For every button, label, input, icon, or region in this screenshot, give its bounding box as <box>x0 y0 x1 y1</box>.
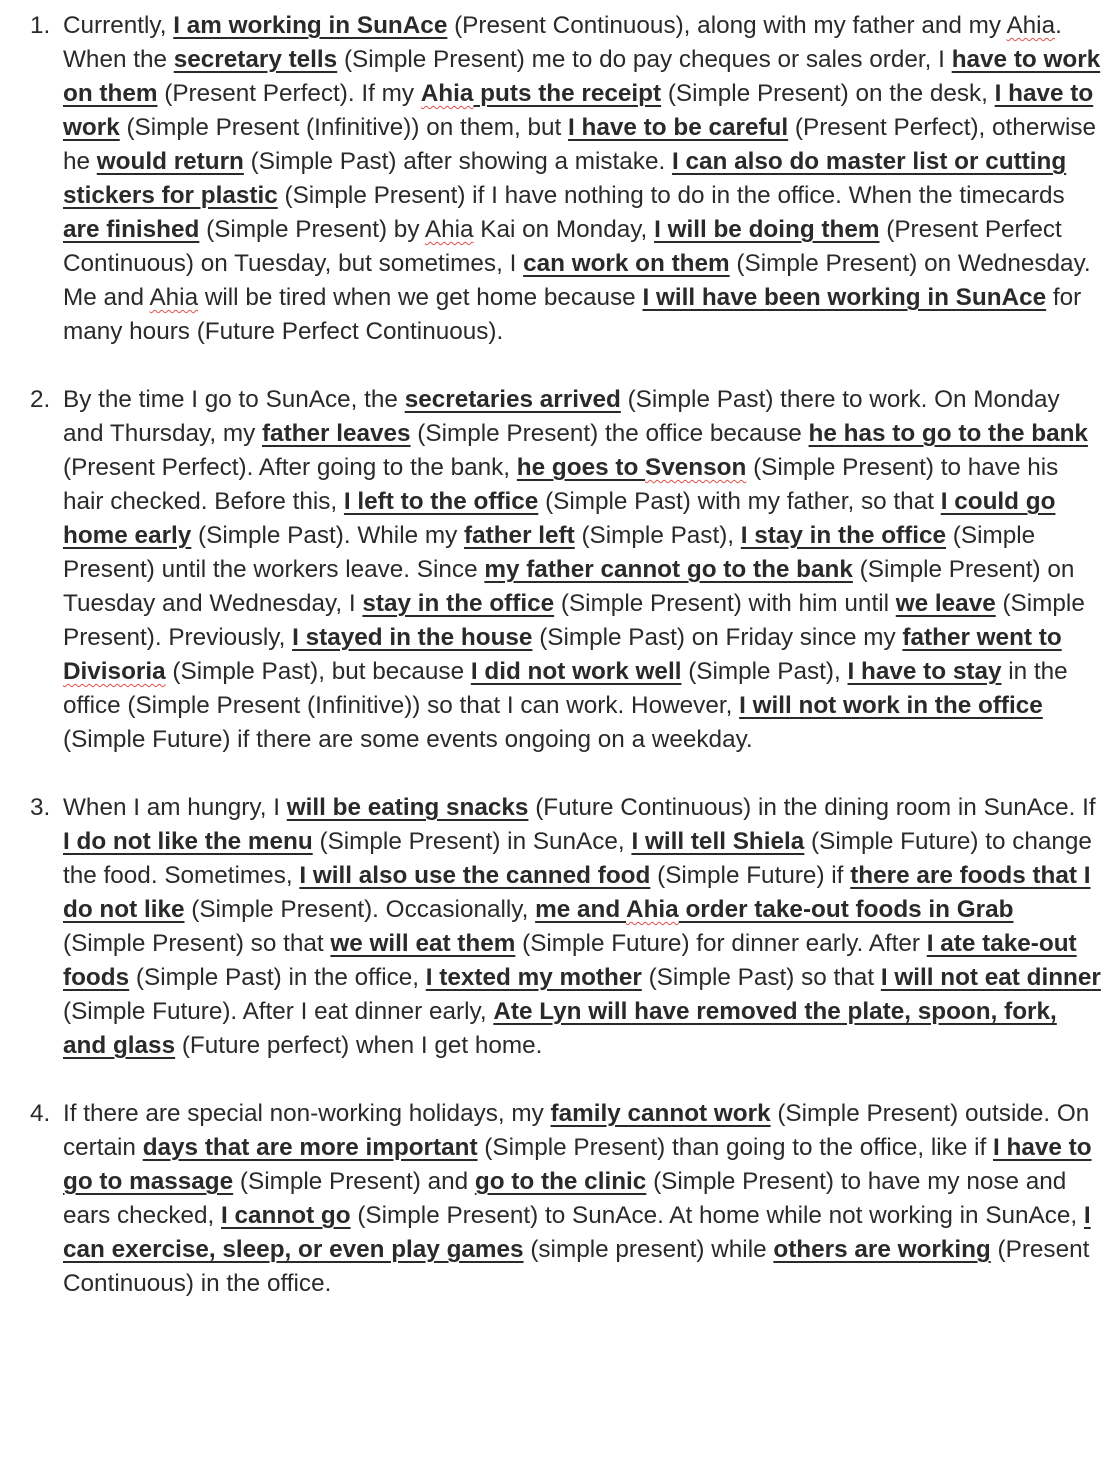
text-run: When I am hungry, I <box>63 794 287 821</box>
underlined-phrase: father went to <box>902 624 1062 651</box>
text-run: (Simple Present) by <box>199 216 425 243</box>
misspelled-word: Ahia <box>149 284 199 311</box>
underlined-phrase: stay in the office <box>362 590 555 617</box>
text-run: (Simple Present) with him until <box>554 590 896 617</box>
text-run: (Simple Present) to SunAce. At home while not working in SunAce, <box>350 1202 1084 1229</box>
text-run: (Simple Present) on the desk, <box>661 80 995 107</box>
text-run: (Simple Present) if I have nothing to do in the office. When the timecards <box>277 182 1065 209</box>
text-run: (Simple Future) to change the food. Sometimes, <box>63 828 1092 889</box>
text-run: (Simple Past). While my <box>191 522 465 549</box>
text-run: (Present Perfect), otherwise he <box>63 114 1097 175</box>
text-run: (Simple Present) to have his hair checked. Before this, <box>63 454 1059 515</box>
underlined-phrase: I stayed in the house <box>292 624 533 651</box>
underlined-phrase: I have to stay <box>847 658 1002 685</box>
underlined-phrase: we leave <box>895 590 996 617</box>
underlined-phrase: I can also do master list or cutting stickers for plastic <box>63 148 1067 209</box>
text-run: (Future perfect) when I get home. <box>175 1032 543 1059</box>
underlined-phrase: will be eating snacks <box>286 794 529 821</box>
text-run: (Simple Present) the office because <box>410 420 809 447</box>
underlined-phrase: are finished <box>63 216 200 243</box>
underlined-phrase: I cannot go <box>221 1202 351 1229</box>
underlined-phrase: my father cannot go to the bank <box>484 556 853 583</box>
paragraph-text <box>63 1100 1092 1297</box>
list-item <box>0 791 1102 1063</box>
list-number: 3. <box>30 794 51 821</box>
paragraph-text <box>63 12 1100 345</box>
underlined-phrase: family cannot work <box>550 1100 771 1127</box>
underlined-misspelled-word: Svenson <box>645 454 747 481</box>
underlined-phrase: father left <box>464 522 575 549</box>
text-run: (Simple Past), <box>681 658 848 685</box>
text-run: (Simple Past) after showing a mistake. <box>243 148 672 175</box>
paragraph-text <box>63 794 1101 1059</box>
text-run: will be tired when we get home because <box>198 284 643 311</box>
list-item <box>0 9 1102 349</box>
text-run: (Simple Present) on Wednesday. Me and <box>63 250 1091 311</box>
text-run: (simple present) while <box>523 1236 774 1263</box>
paragraph-text <box>63 386 1088 753</box>
text-run: . When the <box>63 12 1062 73</box>
misspelled-word: Ahia <box>424 216 474 243</box>
text-run: (Present Perfect). If my <box>157 80 421 107</box>
text-run: in the office (Simple Present (Infinitive)) so that I can work. However, <box>63 658 1068 719</box>
underlined-phrase: secretary tells <box>173 46 338 73</box>
text-run: By the time I go to SunAce, the <box>63 386 405 413</box>
underlined-phrase: I left to the office <box>343 488 539 515</box>
list-number: 4. <box>30 1100 51 1127</box>
text-run: (Simple Past) in the office, <box>129 964 426 991</box>
list-item <box>0 383 1102 757</box>
underlined-phrase: I could go home early <box>63 488 1056 549</box>
text-run: (Simple Past) on Friday since my <box>532 624 903 651</box>
underlined-phrase: others are working <box>773 1236 991 1263</box>
underlined-phrase: he goes to <box>516 454 646 481</box>
list-number: 1. <box>30 12 51 39</box>
text-run: If there are special non-working holidays, my <box>63 1100 551 1127</box>
underlined-phrase: I have to be careful <box>568 114 789 141</box>
underlined-phrase: I have to work <box>63 80 1094 141</box>
text-run: (Simple Past), but because <box>165 658 471 685</box>
underlined-phrase: go to the clinic <box>474 1168 647 1195</box>
text-run: (Simple Present) on Tuesday and Wednesday, I <box>63 556 1075 617</box>
underlined-phrase: days that are more important <box>142 1134 478 1161</box>
underlined-phrase: I can exercise, sleep, or even play games <box>63 1202 1091 1263</box>
underlined-phrase: father leaves <box>261 420 411 447</box>
underlined-phrase: order take-out foods in Grab <box>678 896 1014 923</box>
underlined-phrase: I will not work in the office <box>739 692 1043 719</box>
underlined-phrase: would return <box>96 148 244 175</box>
text-run: (Simple Future). After I eat dinner early, <box>63 998 494 1025</box>
underlined-phrase: I will tell Shiela <box>631 828 805 855</box>
underlined-phrase: there are foods that I do not like <box>63 862 1091 923</box>
underlined-phrase: secretaries arrived <box>404 386 621 413</box>
underlined-phrase: can work on them <box>523 250 730 277</box>
underlined-phrase: I ate take-out foods <box>63 930 1077 991</box>
underlined-misspelled-word: Divisoria <box>63 658 166 685</box>
text-run: (Present Continuous), along with my father and my <box>447 12 1007 39</box>
text-run: (Simple Present (Infinitive)) on them, but <box>119 114 569 141</box>
underlined-phrase: I stay in the office <box>740 522 947 549</box>
underlined-phrase: I will also use the canned food <box>299 862 651 889</box>
underlined-phrase: I will have been working in SunAce <box>642 284 1047 311</box>
text-run: Kai on Monday, <box>473 216 655 243</box>
list-number: 2. <box>30 386 51 413</box>
underlined-phrase: puts the receipt <box>473 80 662 107</box>
text-run: (Simple Future) if <box>650 862 851 889</box>
underlined-phrase: I texted my mother <box>425 964 642 991</box>
underlined-phrase: I have to go to massage <box>63 1134 1092 1195</box>
underlined-misspelled-word: Ahia <box>626 896 679 923</box>
underlined-phrase: I did not work well <box>470 658 682 685</box>
text-run: (Simple Present) in SunAce, <box>312 828 632 855</box>
text-run: (Present Perfect Continuous) on Tuesday, but sometimes, I <box>63 216 1062 277</box>
text-run: (Simple Present) to have my nose and ears checked, <box>63 1168 1067 1229</box>
text-run: for many hours (Future Perfect Continuous). <box>63 284 1082 345</box>
underlined-phrase: I do not like the menu <box>63 828 313 855</box>
text-run: (Simple Present). Previously, <box>63 590 1085 651</box>
text-run: (Simple Future) if there are some events ongoing on a weekday. <box>63 726 753 753</box>
list-item <box>0 1097 1102 1301</box>
underlined-phrase: have to work on them <box>63 46 1101 107</box>
text-run: (Simple Present) me to do pay cheques or sales order, I <box>337 46 952 73</box>
text-run: (Present Continuous) in the office. <box>63 1236 1090 1297</box>
underlined-phrase: I am working in SunAce <box>173 12 448 39</box>
text-run: (Simple Past) so that <box>641 964 881 991</box>
text-run: (Simple Present) and <box>233 1168 475 1195</box>
text-run: (Simple Past) there to work. On Monday and Thursday, my <box>63 386 1060 447</box>
text-run: (Simple Present). Occasionally, <box>184 896 536 923</box>
underlined-phrase: I will be doing them <box>654 216 880 243</box>
text-run: Currently, <box>63 12 174 39</box>
text-run: (Present Perfect). After going to the bank, <box>63 454 517 481</box>
underlined-phrase: I will not eat dinner <box>880 964 1101 991</box>
text-run: (Future Continuous) in the dining room in SunAce. If <box>528 794 1096 821</box>
underlined-phrase: he has to go to the bank <box>808 420 1088 447</box>
underlined-phrase: Ate Lyn will have removed the plate, spoon, fork, and glass <box>63 998 1057 1059</box>
text-run: (Simple Future) for dinner early. After <box>515 930 927 957</box>
text-run: (Simple Past) with my father, so that <box>538 488 941 515</box>
underlined-phrase: me and <box>535 896 627 923</box>
misspelled-word: Ahia <box>1006 12 1056 39</box>
underlined-misspelled-word: Ahia <box>420 80 474 107</box>
text-run: (Simple Present) so that <box>63 930 331 957</box>
underlined-phrase: we will eat them <box>330 930 516 957</box>
text-run: (Simple Past), <box>574 522 741 549</box>
text-run: (Simple Present) outside. On certain <box>63 1100 1090 1161</box>
text-run: (Simple Present) until the workers leave. Since <box>63 522 1036 583</box>
text-run: (Simple Present) than going to the office, like if <box>477 1134 993 1161</box>
